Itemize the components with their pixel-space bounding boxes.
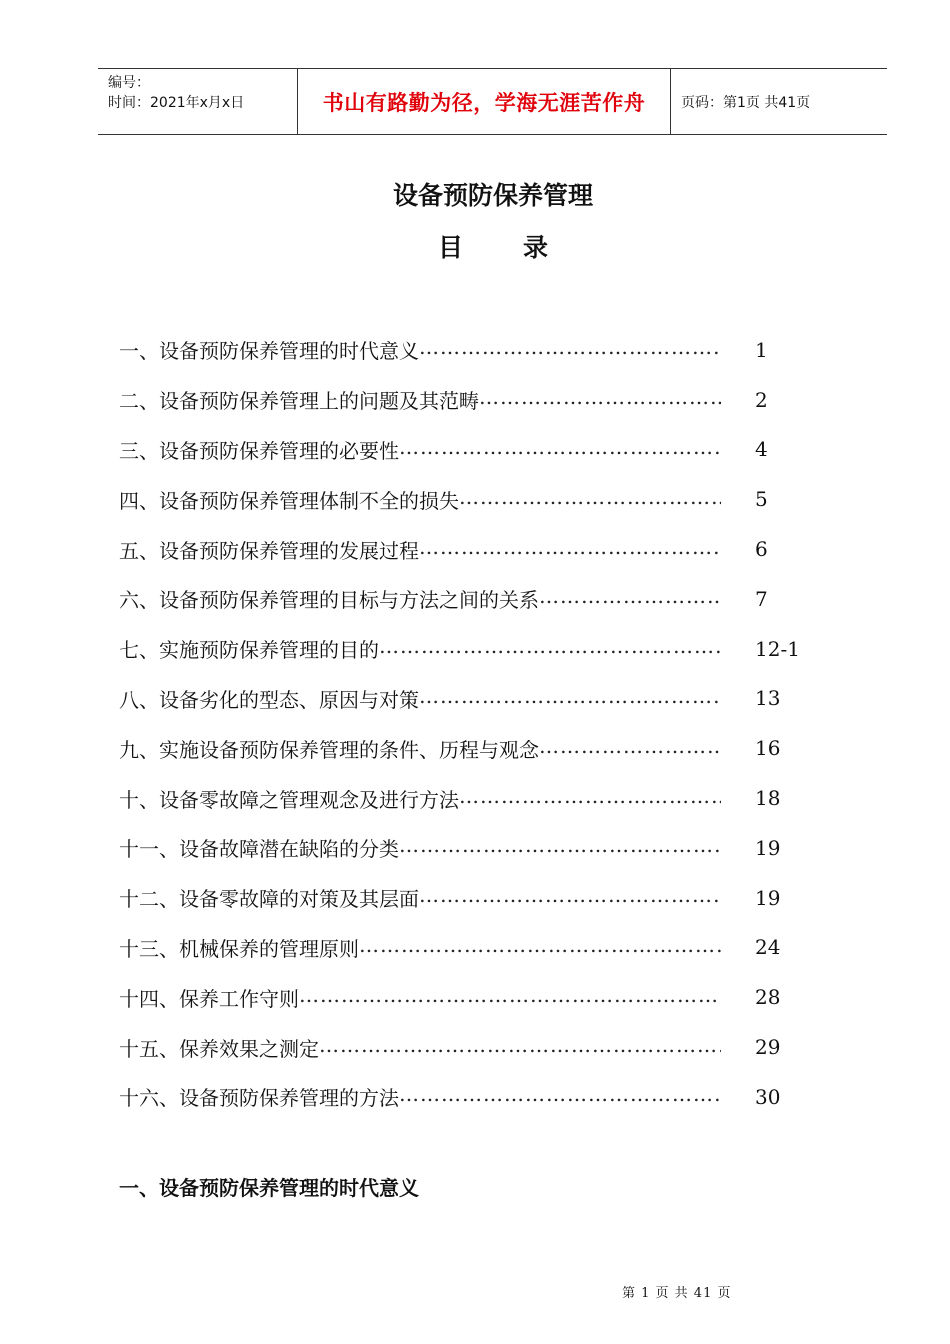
toc-entry-page: 5	[755, 487, 768, 512]
toc-entry-label: 八、设备劣化的型态、原因与对策	[119, 687, 419, 712]
toc-entry[interactable]	[119, 674, 819, 724]
document-title: 设备预防保养管理	[392, 181, 593, 210]
toc-leader-dots	[479, 385, 721, 414]
toc-entry[interactable]	[119, 823, 819, 873]
toc-entry-page: 16	[755, 736, 781, 761]
toc-entry[interactable]	[119, 723, 819, 773]
toc-leader-dots	[459, 784, 721, 813]
table-of-contents	[119, 325, 819, 1122]
toc-entry-label: 四、设备预防保养管理体制不全的损失	[119, 488, 459, 513]
toc-entry[interactable]	[119, 773, 819, 823]
toc-entry-label: 九、实施设备预防保养管理的条件、历程与观念	[119, 737, 539, 762]
toc-leader-dots	[399, 435, 721, 464]
toc-entry-page: 24	[755, 935, 781, 960]
toc-leader-dots	[399, 833, 721, 862]
toc-entry-label: 十五、保养效果之测定	[119, 1036, 319, 1061]
date-label: 时间：2021年x月x日	[108, 95, 245, 111]
toc-leader-dots	[459, 485, 721, 514]
toc-leader-dots	[539, 734, 721, 763]
toc-leader-dots	[539, 584, 721, 613]
toc-entry[interactable]	[119, 425, 819, 475]
toc-entry-label: 三、设备预防保养管理的必要性	[119, 438, 399, 463]
toc-entry-page: 1	[755, 337, 768, 362]
header-meta-cell	[98, 69, 298, 134]
toc-entry[interactable]	[119, 923, 819, 973]
toc-entry[interactable]	[119, 873, 819, 923]
toc-entry-label: 十一、设备故障潜在缺陷的分类	[119, 837, 399, 862]
toc-entry-label: 十三、机械保养的管理原则	[119, 936, 359, 961]
toc-entry[interactable]	[119, 1022, 819, 1072]
toc-entry-page: 4	[755, 437, 768, 462]
toc-entry-label: 十六、设备预防保养管理的方法	[119, 1086, 399, 1111]
toc-entry-page: 7	[755, 586, 768, 611]
toc-entry[interactable]	[119, 524, 819, 574]
toc-leader-dots	[299, 983, 721, 1012]
toc-leader-dots	[319, 1033, 721, 1062]
toc-entry-page: 29	[755, 1035, 781, 1060]
header-motto: 书山有路勤为径，学海无涯苦作舟	[298, 69, 671, 134]
toc-leader-dots	[419, 684, 721, 713]
toc-entry-label: 十、设备零故障之管理观念及进行方法	[119, 787, 459, 812]
toc-leader-dots	[419, 335, 721, 364]
toc-entry-page: 12-1	[755, 636, 800, 661]
header-table	[98, 68, 887, 135]
toc-entry-page: 13	[755, 686, 781, 711]
toc-entry[interactable]	[119, 624, 819, 674]
toc-entry-page: 6	[755, 537, 768, 562]
toc-entry-label: 一、设备预防保养管理的时代意义	[119, 339, 419, 364]
toc-entry-page: 19	[755, 835, 781, 860]
toc-entry[interactable]	[119, 574, 819, 624]
toc-leader-dots	[419, 535, 721, 564]
toc-entry-label: 十四、保养工作守则	[119, 986, 299, 1011]
toc-entry-page: 2	[755, 387, 768, 412]
toc-entry[interactable]	[119, 325, 819, 375]
section-heading: 一、设备预防保养管理的时代意义	[119, 1176, 419, 1200]
toc-entry[interactable]	[119, 474, 819, 524]
page-footer: 第 1 页 共 41 页	[622, 1286, 732, 1301]
toc-entry-label: 二、设备预防保养管理上的问题及其范畴	[119, 389, 479, 414]
toc-heading: 目录	[437, 233, 608, 262]
toc-entry[interactable]	[119, 1072, 819, 1122]
toc-entry-label: 七、实施预防保养管理的目的	[119, 638, 379, 663]
toc-entry-page: 28	[755, 985, 781, 1010]
toc-entry-page: 30	[755, 1084, 781, 1109]
toc-entry[interactable]	[119, 972, 819, 1022]
toc-entry-label: 五、设备预防保养管理的发展过程	[119, 538, 419, 563]
toc-entry-page: 18	[755, 786, 781, 811]
toc-leader-dots	[399, 1082, 721, 1111]
toc-entry-label: 六、设备预防保养管理的目标与方法之间的关系	[119, 588, 539, 613]
toc-leader-dots	[419, 883, 721, 912]
serial-number-label: 编号：	[108, 75, 150, 91]
toc-entry-page: 19	[755, 885, 781, 910]
toc-leader-dots	[359, 933, 721, 962]
toc-entry[interactable]	[119, 375, 819, 425]
toc-leader-dots	[379, 634, 721, 663]
header-page-info: 页码：第1页 共41页	[681, 94, 811, 111]
toc-entry-label: 十二、设备零故障的对策及其层面	[119, 887, 419, 912]
